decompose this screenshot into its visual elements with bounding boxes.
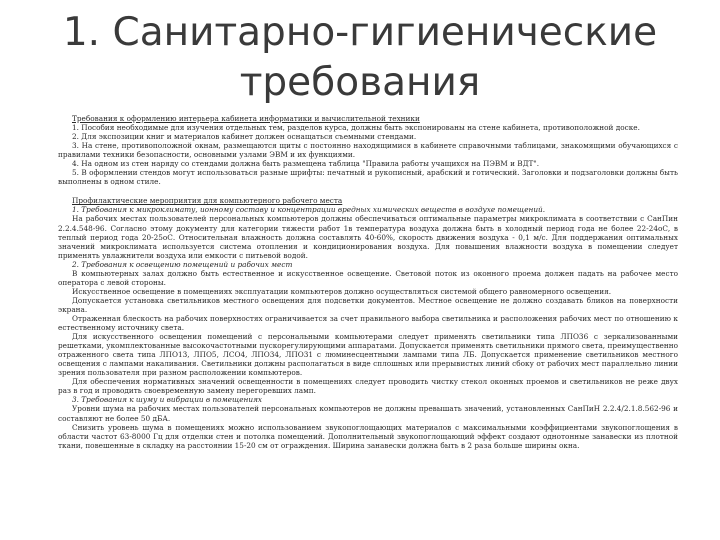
section-gap <box>58 186 678 196</box>
paragraph: 4. На одном из стен наряду со стендами должна быть размещена таблица "Правила работы учащихся на ПЭВМ и ВДТ". <box>72 159 540 169</box>
section-heading: Требования к оформлению интерьера кабинета информатики и вычислительной техники <box>72 114 420 123</box>
paragraph: Для обеспечения нормативных значений освещенности в помещениях следует проводить чистку стекол оконных проемов и светильников не реже двух раз в год и проводить своевременную замену перегоревших ламп. <box>58 377 678 396</box>
subsection-heading: 2. Требования к освещению помещений и рабочих мест <box>72 259 293 269</box>
paragraph: 5. В оформлении стендов могут использоваться разные шрифты: печатный и рукописный, арабский и готический. Заголовки и подзаголовки должны быть выполнены в одном стиле. <box>58 168 678 187</box>
paragraph: 1. Пособия необходимые для изучения отдельных тем, разделов курса, должны быть экспонированы на стене кабинета, противоположной доске. <box>72 123 640 133</box>
title-line-2: требования <box>239 60 481 105</box>
paragraph: 2. Для экспозиции книг и материалов кабинет должен оснащаться съемными стендами. <box>72 132 417 142</box>
subsection-heading: 1. Требования к микроклимату, ионному составу и концентрации вредных химических веществ в воздухе помещений. <box>72 205 546 215</box>
paragraph: На рабочих местах пользователей персональных компьютеров должны обеспечиваться оптимальные параметры микроклимата в соответствии с СанПин 2.2.4.548-96. Согласно этому документу для категории тяжести работ 1в температура воздуха должна быть в холодный период года не более 22-24оС, в теплый период года 20-25оС. Относительная влажность должна составлять 40-60%, скорость движения воздуха - 0,1 м/с. Для поддержания оптимальных значений микроклимата используется система отопления и кондиционирования воздуха. Для повышения влажности воздуха в помещении следует применять увлажнители воздуха или емкости с питьевой водой. <box>58 214 678 260</box>
title-line-1: 1. Санитарно-гигиенические <box>62 10 658 55</box>
document-body <box>58 114 678 450</box>
section-heading: Профилактические мероприятия для компьютерного рабочего места <box>72 196 343 206</box>
paragraph: 3. На стене, противоположной окнам, размещаются щиты с постоянно находящимися в кабинете справочными таблицами, знакомящими обучающихся с правилами техники безопасности, основными узлами ЭВМ и их функциями. <box>58 141 678 160</box>
paragraph: Уровни шума на рабочих местах пользователей персональных компьютеров не должны превышать значений, установленных СанПиН 2.2.4/2.1.8.562-96 и составляют не более 50 дБА. <box>58 404 678 423</box>
paragraph: Снизить уровень шума в помещениях можно использованием звукопоглощающих материалов с максимальными коэффициентами звукопоглощения в области частот 63-8000 Гц для отделки стен и потолка помещений. Дополнительный звукопоглощающий эффект создают однотонные занавески из плотной ткани, повешенные в складку на расстоянии 15-20 см от ограждения. Ширина занавески должна быть в 2 раза больше ширины окна. <box>58 422 678 450</box>
paragraph: Допускается установка светильников местного освещения для подсветки документов. Местное освещение не должно создавать бликов на поверхности экрана. <box>58 295 678 314</box>
paragraph: В компьютерных залах должно быть естественное и искусственное освещение. Световой поток из оконного проема должен падать на рабочее место оператора с левой стороны. <box>58 268 678 287</box>
slide-title <box>0 8 720 108</box>
paragraph: Для искусственного освещения помещений с персональными компьютерами следует применять светильники типа ЛПО36 с зеркализованными решетками, укомплектованные высокочастотными пускорегулирующими аппаратами. Допускается применять светильники прямого света, преимущественно отраженного света типа ЛПО13, ЛПО5, ЛСО4, ЛПО34, ЛПО31 с люминесцентными лампами типа ЛБ. Допускается применение светильников местного освещения с лампами накаливания. Светильники должны располагаться в виде сплошных или прерывистых линий сбоку от рабочих мест параллельно линии зрения пользователя при разном расположении компьютеров. <box>58 332 678 378</box>
subsection-heading: 3. Требования к шуму и вибрации в помещениях <box>72 395 263 405</box>
paragraph: Искусственное освещение в помещениях эксплуатации компьютеров должно осуществляться системой общего равномерного освещения. <box>72 286 612 296</box>
paragraph: Отраженная блескость на рабочих поверхностях ограничивается за счет правильного выбора светильника и расположения рабочих мест по отношению к естественному источнику света. <box>58 313 678 333</box>
